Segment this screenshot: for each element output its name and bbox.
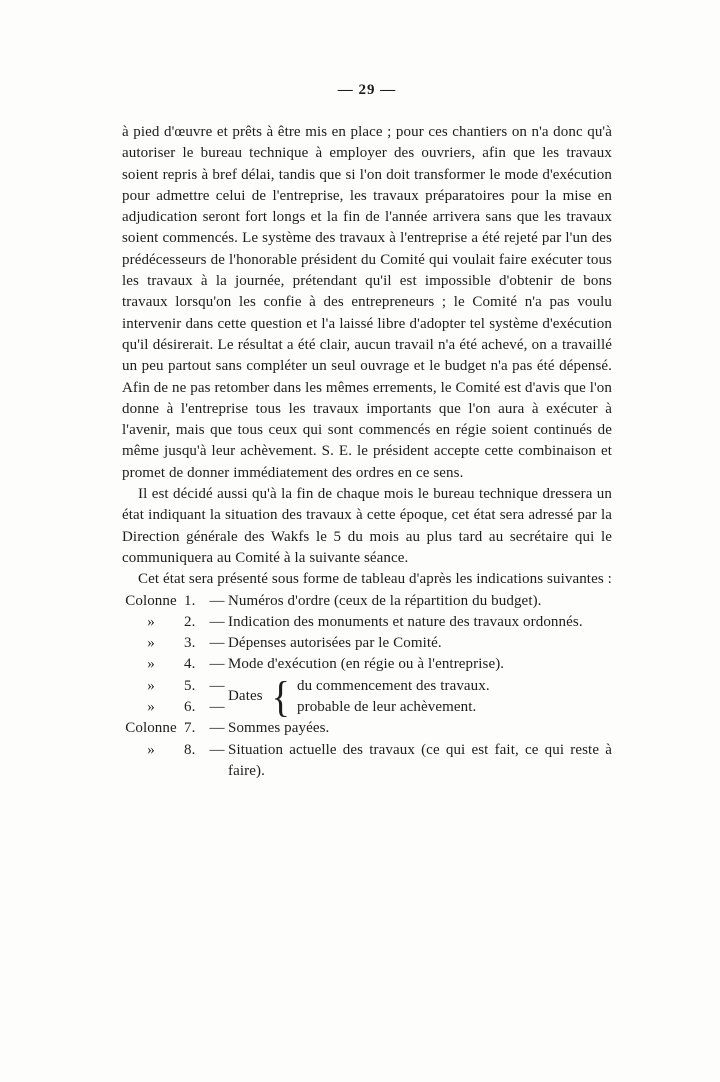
column-text: Indication des monuments et nature des travaux ordonnés. [228,613,583,630]
column-dash: — [209,677,225,694]
column-dash: — [209,699,225,716]
column-label: Colonne [125,592,177,609]
column-label: Colonne [125,720,177,737]
column-text: Numéros d'ordre (ceux de la répartition du budget). [228,592,542,609]
column-number: 3. [184,635,196,652]
body-paragraph-3: Cet état sera présenté sous forme de tableau d'après les indications suivantes : [138,571,612,588]
column-label: » [147,656,155,673]
column-label: » [147,741,155,758]
brace-glyph: { [271,672,290,722]
column-row-5 [122,676,228,697]
dates-item-1: du commencement des travaux. [297,677,490,694]
column-row-8 [122,740,612,783]
column-dash: — [209,635,225,652]
body-paragraph-1: à pied d'œuvre et prêts à être mis en place ; pour ces chantiers on n'a donc qu'à autoriser le bureau technique à employer des ouvriers, afin que les travaux soient repris à bref délai, tandis que si l'on doit transformer le mode d'exécution pour admettre celui de l'entreprise, les travaux préparatoires pour la mise en adjudication seront fort longs et la fin de l'année arrivera sans que les travaux soient commencés. Le système des travaux à l'entreprise a été rejeté par l'un des prédécesseurs de l'honorable président du Comité qui voulait faire exécuter tous les travaux à la journée, prétendant qu'il est impossible d'obtenir de bons travaux lorsqu'on les confie à des entrepreneurs ; le Comité n'a pas voulu intervenir dans cette question et l'a laissé libre d'adopter tel système d'exécution qu'il désirerait. Le résultat a été clair, aucun travail n'a été achevé, on a travaillé un peu partout sans compléter un seul ouvrage et le budget n'a pas été dépensé. Afin de ne pas retomber dans les mêmes errements, le Comité est d'avis que l'on donne à l'entreprise tous les travaux importants que l'on aura à exécuter à l'avenir, mais que tous ceux qui sont commencés en régie soient continués de même jusqu'à leur achèvement. S. E. le président accepte cette combinaison et promet de donner immédiatement des ordres en ce sens. [122,124,612,481]
column-row-3 [122,633,612,654]
dates-label: Dates [228,688,263,705]
column-number: 8. [184,741,196,758]
column-number: 2. [184,613,196,630]
column-row-2 [122,612,612,633]
dates-item-2: probable de leur achèvement. [297,699,477,716]
column-row-1 [122,591,612,612]
column-row-4 [122,654,612,675]
column-number: 4. [184,656,196,673]
column-dash: — [209,592,225,609]
column-label: » [147,699,155,716]
column-row-7 [122,718,612,739]
column-dash: — [209,720,225,737]
dates-items [297,676,612,719]
body-paragraph-2: Il est décidé aussi qu'à la fin de chaque mois le bureau technique dressera un état indiquant la situation des travaux à cette époque, cet état sera adressé par la Direction générale des Wakfs le 5 du mois au plus tard au secrétaire qui le communiquera au Comité à la suivante séance. [122,486,612,566]
column-number: 6. [184,699,196,716]
dates-row-numbers [122,676,228,719]
dates-group [122,672,612,722]
column-label: » [147,613,155,630]
column-text: Situation actuelle des travaux (ce qui est fait, ce qui reste à faire). [228,741,612,779]
column-text: Mode d'exécution (en régie ou à l'entreprise). [228,656,505,673]
column-number: 1. [184,592,196,609]
page-content [122,82,612,782]
column-dash: — [209,613,225,630]
column-text: Dépenses autorisées par le Comité. [228,635,442,652]
column-label: » [147,635,155,652]
column-dash: — [209,656,225,673]
column-label: » [147,677,155,694]
column-row-6 [122,697,228,718]
column-number: 5. [184,677,196,694]
column-number: 7. [184,720,196,737]
column-dash: — [209,741,225,758]
column-text: Sommes payées. [228,720,330,737]
column-list [122,591,612,783]
page-number: — 29 — [337,82,397,98]
